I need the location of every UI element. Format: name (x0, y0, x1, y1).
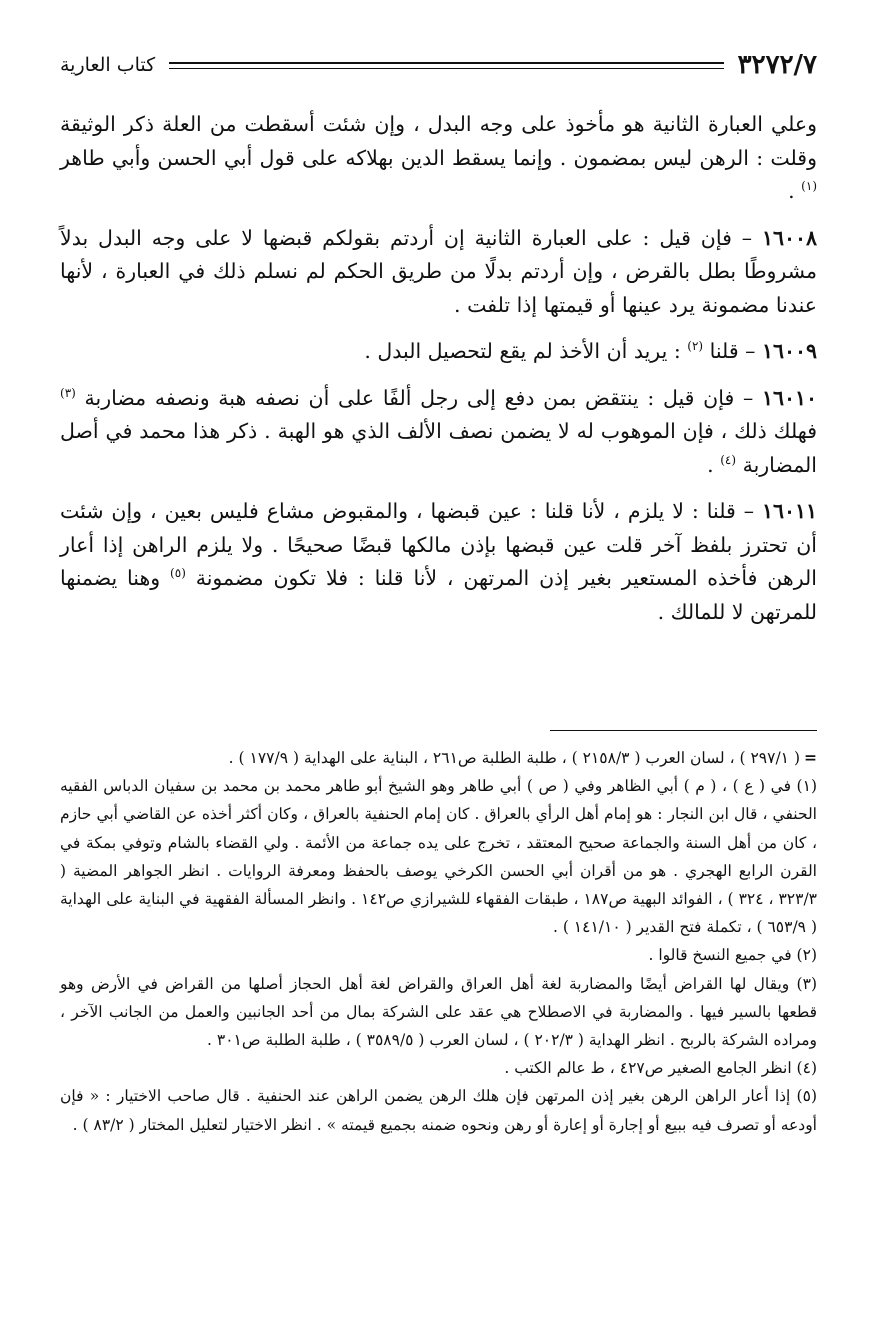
footnote: =( ٢٩٧/١ ) ، لسان العرب ( ٢١٥٨/٣ ) ، طلبة الطلبة ص٢٦١ ، البناية على الهداية ( ١٧٧/٩ ) . (228, 748, 817, 767)
paragraph-number: ١٦٠٠٨ (761, 225, 817, 250)
footnotes (60, 744, 817, 1139)
paragraph: ١٦٠٠٩ – قلنا $^{(٢)}$ : يريد أن الأخذ لم يقع لتحصيل البدل . (364, 339, 817, 363)
paragraph: ١٦٠١٠ – فإن قيل : ينتقض بمن دفع إلى رجل ألفًا على أن نصفه هبة ونصفه مضاربة $^{(٣)}$ فهلك ذلك ، فإن الموهوب له لا يضمن نصف الألف الذي هو الهبة . ذكر هذا محمد في أصل المضاربة $^{(٤)}$ . (60, 385, 817, 477)
paragraph-number: ١٦٠١٠ (761, 385, 817, 410)
footnote: (٤) انظر الجامع الصغير ص٤٢٧ ، ط عالم الكتب . (504, 1059, 817, 1078)
main-text (60, 108, 817, 642)
footnote: (٣) ويقال لها القراض أيضًا والمضاربة لغة أهل العراق والقراض لغة أهل الحجاز أصلها من القراض في الأرض وهو قطعها بالسير فيها . والمضاربة في الاصطلاح هي عقد على الشركة بمال من أحد الجانبين والعمل من الجانب الآخر ، ومراده الشركة بالربح . انظر الهداية ( ٢٠٢/٣ ) ، لسان العرب ( ٣٥٨٩/٥ ) ، طلبة الطلبة ص٣٠١ . (60, 974, 817, 1050)
header-rule (169, 62, 724, 69)
page-header (60, 50, 817, 80)
footnote-ref: (٢) (687, 339, 704, 354)
footnote-ref: (٣) (60, 385, 76, 400)
footnote-separator (550, 730, 817, 731)
footnote: (٥) إذا أعار الراهن الرهن بغير إذن المرتهن فإن هلك الرهن يضمن الراهن عند الحنفية . قال صاحب الاختيار : « فإن أودعه أو تصرف فيه ببيع أو إجارة أو إعارة أو رهن ونحوه ضمنه بجميع قيمته » . انظر الاختيار لتعليل المختار ( ٨٣/٢ ) . (60, 1087, 817, 1134)
paragraph: ١٦٠١١ – قلنا : لا يلزم ، لأنا قلنا : عين قبضها ، والمقبوض مشاع فليس بعين ، وإن شئت أن تحترز بلفظ آخر قلت عين قبضها بإذن مالكها قبضًا صحيحًا . ولا يلزم الراهن إذا أعار الرهن فأخذه المستعير بغير إذن المرتهن ، لأنا قلنا : فلا تكون مضمونة $^{(٥)}$ وهنا يضمنها للمرتهن لا للمالك . (60, 499, 817, 624)
paragraph-number: ١٦٠١١ (761, 499, 817, 523)
page-number: ٣٢٧٢/٧ (737, 50, 817, 80)
continuation-mark: = (804, 748, 817, 767)
paragraph: ١٦٠٠٨ – فإن قيل : على العبارة الثانية إن أردتم بقولكم قبضها لا على وجه البدل بدلاً مشروطًا بطل بالقرض ، وإن أردتم بدلًا من طريق الحكم لم نسلم ذلك في العبارة ، لأنها عندنا مضمونة يرد عينها أو قيمتها إذا تلفت . (60, 225, 817, 317)
footnote-ref: (٤) (720, 452, 737, 467)
footnote: (١) في ( ع ) ، ( م ) أبي الظاهر وفي ( ص ) أبي طاهر وهو الشيخ أبو طاهر محمد بن محمد بن سفيان الدباس الفقيه الحنفي ، قال ابن النجار : هو إمام أهل الرأي بالعراق . كان إمام الحنفية بالعراق ، وكان أكثر أخذه عن القاضي أبي حازم ، كان من أهل السنة والجماعة صحيح المعتقد ، تخرج على يده جماعة من الأئمة . ولي القضاء بالشام وتوفي بمكة في القرن الرابع الهجري . هو من أقران أبي الحسن الكرخي يوصف بالحفظ ومعرفة الروايات . انظر الجواهر المضية ( ٣٢٣/٣ ، ٣٢٤ ) ، الفوائد البهية ص١٨٧ ، طبقات الفقهاء للشيرازي ص١٤٢ . وانظر المسألة الفقهية في البناية على الهداية ( ٦٥٣/٩ ) ، تكملة فتح القدير ( ١٤١/١٠ ) . (60, 777, 818, 937)
footnote: (٢) في جميع النسخ قالوا . (648, 946, 817, 965)
paragraph: وعلي العبارة الثانية هو مأخوذ على وجه البدل ، وإن شئت أسقطت من العلة ذكر الوثيقة وقلت : الرهن ليس بمضمون . وإنما يسقط الدين بهلاكه على قول أبي الحسن وأبي طاهر $^{(١)}$ . (60, 112, 817, 203)
footnote-ref: (١) (801, 179, 817, 194)
paragraph-number: ١٦٠٠٩ (761, 339, 817, 363)
book-title: كتاب العارية (60, 54, 156, 76)
footnote-ref: (٥) (170, 566, 186, 581)
